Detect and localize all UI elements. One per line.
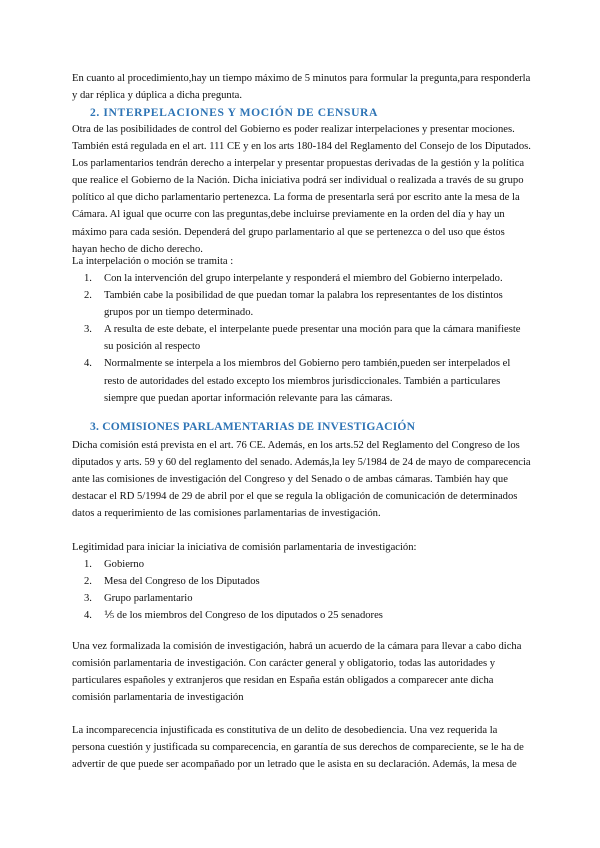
section-2-text: Otra de las posibilidades de control del Gobierno es poder realizar interpelaciones y presentar mociones. También está regulada en el art. 111 CE y en los arts 180-184 del Reglamento del Consejo de los Diputados. Los parlamentarios tendrán derecho a interpelar y presentar propuestas derivadas de la gestión y la política que realice el Gobierno de la Nación. Dicha iniciativa podrá ser individual o realizada a través de su grupo político al que dicho parlamentario pertenezca. La forma de presentarla será por escrito ante la mesa de la Cámara. Al igual que ocurre con las preguntas,debe incluirse previamente en la orden del día y hay un máximo para cada sesión. Dependerá del grupo parlamentario al que se pertenezca o del uso que éstos hayan hecho de dicho derecho. [72,124,531,255]
list-item-text: También cabe la posibilidad de que puedan tomar la palabra los representantes de los distintos grupos por un tiempo determinado. [104,290,503,319]
list-item-text: Normalmente se interpela a los miembros del Gobierno pero también,pueden ser interpelados el resto de autoridades del estado excepto los miembros jurisdiccionales. También a particulares siempre que puedan aportar información relevante para las cámaras. [104,358,511,404]
section-2-title: INTERPELACIONES Y MOCIÓN DE CENSURA [103,106,378,119]
legitimacy-list [72,556,532,624]
list-item [84,355,532,406]
list-item-number: 4. [84,610,92,622]
list-item [84,556,532,573]
list-item [84,287,532,321]
list-item-number: 1. [84,273,92,284]
list-item-text: Grupo parlamentario [104,593,193,605]
list-item-number: 1. [84,559,92,570]
list-item-number: 4. [84,358,92,370]
section-3-title: COMISIONES PARLAMENTARIAS DE INVESTIGACIÓN [102,420,416,433]
intro-paragraph [72,70,532,104]
section-2-number: 2. [90,106,100,119]
list-intro-text: La interpelación o moción se tramita : [72,256,234,267]
list-item-number: 2. [84,576,92,588]
section-3-paragraph-3 [72,722,532,773]
section-3-heading [90,418,550,435]
list-item-number: 3. [84,593,92,605]
legitimacy-intro [72,539,532,556]
list-item-text: Mesa del Congreso de los Diputados [104,576,260,588]
section-2-list-intro [72,253,532,270]
list-item [84,270,532,287]
list-item [84,321,532,355]
section-3-paragraph [72,437,532,522]
list-item [84,573,532,590]
list-item-text: ⅕ de los miembros del Congreso de los diputados o 25 senadores [104,610,383,622]
list-item [84,607,532,624]
section-3-text-3: La incomparecencia injustificada es constitutiva de un delito de desobediencia. Una vez requerida la persona cuestión y justificada su comparecencia, en garantía de sus derechos de compareciente, se le ha de advertir de que puede ser acompañado por un letrado que le asista en su declaración. Además, la mesa de [72,725,524,771]
intro-text: En cuanto al procedimiento,hay un tiempo máximo de 5 minutos para formular la pregunta,para responderla y dar réplica y dúplica a dicha pregunta. [72,73,531,102]
list-item-text: Con la intervención del grupo interpelante y responderá el miembro del Gobierno interpelado. [104,273,503,284]
list-item [84,590,532,607]
section-2-list [72,270,532,407]
legitimacy-intro-text: Legitimidad para iniciar la iniciativa de comisión parlamentaria de investigación: [72,542,417,553]
section-2-heading [90,104,550,121]
list-item-text: Gobierno [104,559,145,570]
section-3-paragraph-2 [72,638,532,706]
section-2-paragraph [72,121,532,258]
list-item-text: A resulta de este debate, el interpelante puede presentar una moción para que la cámara manifieste su posición al respecto [104,324,521,353]
list-item-number: 2. [84,290,92,302]
section-3-number: 3. [90,420,100,433]
section-3-text-2: Una vez formalizada la comisión de investigación, habrá un acuerdo de la cámara para llevar a cabo dicha comisión parlamentaria de investigación. Con carácter general y obligatorio, todas las autoridades y particulares españoles y extranjeros que residan en España están obligados a comparecer ante dicha comisión parlamentaria de investigación [72,641,522,704]
list-item-number: 3. [84,324,92,336]
section-3-text: Dicha comisión está prevista en el art. 76 CE. Además, en los arts.52 del Reglamento del Congreso de los diputados y arts. 59 y 60 del reglamento del senado. Además,la ley 5/1984 de 24 de mayo de comparecencia ante las comisiones de investigación del Congreso y del Senado o de ambas cámaras. También hay que destacar el RD 5/1994 de 29 de abril por el que se regula la obligación de comunicación de determinados datos a requerimiento de las comisiones parlamentarias de investigación. [72,440,531,520]
